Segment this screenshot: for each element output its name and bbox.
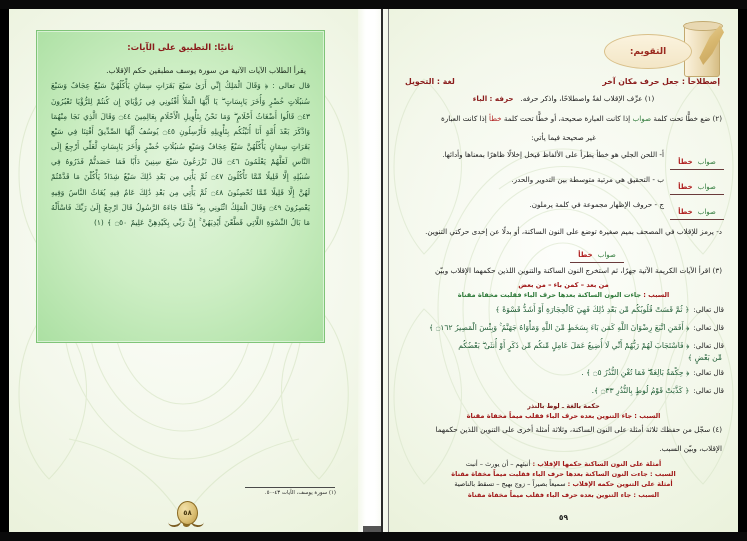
q1-harf-value: الباء <box>472 94 488 103</box>
istilah-label: إصطلاحاً : <box>681 77 720 86</box>
example-head: أمثلة على النون الساكنة حكمها الإقلاب : <box>532 459 662 468</box>
q2-text-b: إذا كانت العبارة صحيحة، أو خطًّا تحت كلمة <box>503 113 631 123</box>
ayah-label: قال تعالى: <box>693 305 724 314</box>
q2-sawab-word: صواب <box>632 113 652 123</box>
answer-khata[interactable]: خطأ <box>678 182 693 191</box>
ayah-row <box>403 385 724 398</box>
question-1 <box>405 93 722 106</box>
spine-bottom-tab <box>363 526 381 532</box>
true-false-text <box>403 149 664 161</box>
ayah-row <box>403 322 724 335</box>
item-label: ج - <box>654 199 664 209</box>
example-row <box>403 469 724 479</box>
q1-harf-label: حرفه : <box>489 94 514 103</box>
q3-hukm-answer: حكمة بالغة ـ لوط بالنذر <box>527 401 600 410</box>
q2-number: (٢) <box>712 113 722 123</box>
true-false-row <box>403 149 724 170</box>
ayah-continuation: مِّن بَعْضٍ ﴾ <box>687 352 722 362</box>
ayah-row <box>403 340 724 353</box>
taqweem-header-badge <box>576 21 726 79</box>
true-false-text <box>403 174 664 186</box>
verse-footnote-marker: (١) <box>94 217 104 227</box>
answer-sawab[interactable]: صواب <box>597 251 616 260</box>
example-head: السبب : جاء التنوين بعده حرف الباء فقلب ميماً مخفاة مقناة <box>467 490 660 499</box>
ayah-row <box>403 304 724 317</box>
item-body: يرمز للإقلاب في المصحف بميم صغيرة توضع على النون الساكنة، أو بدلًا عن إحدى حركتي التنوين. <box>425 226 714 236</box>
q4-examples <box>403 459 724 501</box>
taqweem-label: التقويم: <box>629 46 667 57</box>
top-black-band <box>0 0 747 9</box>
q3-sabab-2 <box>403 412 724 420</box>
q2-text-a: ضع خطًّا تحت كلمة <box>653 113 711 123</box>
question-4-line2: الإقلاب، وبيّن السبب. <box>659 444 722 454</box>
sabab-label: السبب : <box>643 290 670 299</box>
green-box-title: ثانيًا: التطبيق على الآيات: <box>127 43 234 53</box>
item-label: أ- <box>659 149 664 159</box>
item-label: ب - <box>652 174 664 184</box>
answer-choice-group[interactable] <box>670 174 724 195</box>
badge-oval <box>177 501 198 525</box>
example-row <box>403 479 724 489</box>
ayah-text: ﴿ كَذَّبَتْ قَوْمُ لُوطٍ بِالنُّذُرِ ۝٣٣ ﴾. <box>591 385 690 395</box>
true-false-row-4-text <box>405 226 722 239</box>
ayah-text: ﴿ فَاسْتَجَابَ لَهُمْ رَبُّهُمْ أَنِّي لَا أُضِيعُ عَمَلَ عَامِلٍ مِّنكُم مِّن ذَكَرٍ أَوْ أُنثَىٰ ۖ بَعْضُكُم <box>458 340 690 350</box>
q3-highlight-answers: من بعد – كمن باء – من بعض <box>518 280 609 289</box>
verse-body: ﴿ وَقَالَ الْمَلِكُ إِنِّي أَرَىٰ سَبْعَ بَقَرَاتٍ سِمَانٍ يَأْكُلُهُنَّ سَبْعٌ عِجَافٌ وَسَبْعَ سُنبُلَاتٍ خُضْرٍ وَأُخَرَ يَابِسَاتٍ ۖ يَا أَيُّهَا الْمَلَأُ أَفْتُونِي فِي رُؤْيَايَ إِن كُنتُمْ لِلرُّؤْيَا تَعْبُرُونَ ۝٤٣ قَالُوا أَضْغَاثُ أَحْلَامٍ ۖ وَمَا نَحْنُ بِتَأْوِيلِ الْأَحْلَامِ بِعَالِمِينَ ۝٤٤ وَقَالَ الَّذِي نَجَا مِنْهُمَا وَادَّكَرَ بَعْدَ أُمَّةٍ أَنَا أُنَبِّئُكُم بِتَأْوِيلِهِ فَأَرْسِلُونِ ۝٤٥ يُوسُفُ أَيُّهَا الصِّدِّيقُ أَفْتِنَا فِي سَبْعِ بَقَرَاتٍ سِمَانٍ يَأْكُلُهُنَّ سَبْعٌ عِجَافٌ وَسَبْعِ سُنبُلَاتٍ خُضْرٍ وَأُخَرَ يَابِسَاتٍ لَّعَلِّي أَرْجِعُ إِلَى النَّاسِ لَعَلَّهُمْ يَعْلَمُونَ ۝٤٦ قَالَ تَزْرَعُونَ سَبْعَ سِنِينَ دَأَبًا فَمَا حَصَدتُّمْ فَذَرُوهُ فِي سُنبُلِهِ إِلَّا قَلِيلًا مِّمَّا تَأْكُلُونَ ۝٤٧ ثُمَّ يَأْتِي مِن بَعْدِ ذَٰلِكَ سَبْعٌ شِدَادٌ يَأْكُلْنَ مَا قَدَّمْتُمْ لَهُنَّ إِلَّا قَلِيلًا مِّمَّا تُحْصِنُونَ ۝٤٨ ثُمَّ يَأْتِي مِن بَعْدِ ذَٰلِكَ عَامٌ فِيهِ يُغَاثُ النَّاسُ وَفِيهِ يَعْصِرُونَ ۝٤٩ وَقَالَ الْمَلِكُ ائْتُونِي بِهِ ۖ فَلَمَّا جَاءَهُ الرَّسُولُ قَالَ ارْجِعْ إِلَىٰ رَبِّكَ فَاسْأَلْهُ مَا بَالُ النِّسْوَةِ اللَّاتِي قَطَّعْنَ أَيْدِيَهُنَّ ۚ إِنَّ رَبِّي بِكَيْدِهِنَّ عَلِيمٌ ۝٥٠ ﴾ <box>51 81 311 227</box>
sabab-text: جاء التنوين بعده حرف الباء فقلب ميماً مخفاة مقناة <box>466 411 633 420</box>
answer-khata[interactable]: خطأ <box>578 251 593 260</box>
true-false-row <box>403 174 724 195</box>
item-body: اللحن الجلي هو خطأ يطرأ على الألفاظ فيخل إخلالًا ظاهرًا بمعناها وأدائها. <box>442 149 658 159</box>
footnote-divider <box>245 487 335 488</box>
true-false-text <box>403 199 664 211</box>
example-items: أنبئهم – أن يورث – أنبت <box>465 459 531 468</box>
sabab-label: السبب : <box>634 411 661 420</box>
true-false-row-4-answer <box>403 242 724 263</box>
left-page-number: ٥٨ <box>183 509 192 517</box>
answer-choice-group[interactable] <box>570 242 624 263</box>
item-body: التحقيق هي مرتبة متوسطة بين التدوير والحدر. <box>511 174 651 184</box>
ayah-label: قال تعالى: <box>693 368 724 377</box>
q3-number: (٣) <box>712 266 722 276</box>
left-page-number-badge <box>168 501 204 532</box>
question-3-text <box>405 265 722 278</box>
lugha-label: لغة : <box>436 77 455 86</box>
example-row <box>403 490 724 500</box>
item-body: حروف الإظهار مجموعة في كلمة يرملون. <box>529 199 653 209</box>
answer-sawab[interactable]: صواب <box>697 182 716 191</box>
ayah-text: ﴿ حِكْمَةٌ بَالِغَةٌ ۖ فَمَا تُغْنِ النُّذُرُ ۝٥ ﴾ . <box>581 367 690 377</box>
book-spine <box>358 9 389 532</box>
q2-text-c: إذا كانت العبارة <box>441 113 487 123</box>
green-application-box <box>36 30 325 343</box>
ayah-label: قال تعالى: <box>693 386 724 395</box>
ayah-row <box>403 367 724 380</box>
spine-divider-line <box>381 9 383 532</box>
footnote-text: (١) سورة يوسف، الآيات ٤٣-٥٠. <box>264 490 336 496</box>
right-page <box>388 9 738 532</box>
item-label: د- <box>716 226 722 236</box>
istilah-value: جعل حرف مكان آخر <box>602 77 680 86</box>
true-false-row <box>403 199 724 220</box>
verse-intro-label: قال تعالى : <box>272 81 310 91</box>
definition-lugha <box>405 77 455 86</box>
q2-khata-word: خطأ <box>489 113 502 123</box>
answer-khata[interactable]: خطأ <box>678 157 693 166</box>
q3-body: اقرأ الآيات الكريمة الآتية جهرًا، ثم استخرج النون الساكنة والتنوين اللذين حكمهما الإقلاب وبيّن <box>435 266 711 276</box>
true-false-list <box>403 149 724 264</box>
taqweem-oval <box>604 34 692 69</box>
answer-choice-group[interactable] <box>670 149 724 170</box>
right-page-content <box>389 9 738 532</box>
answer-khata[interactable]: خطأ <box>678 207 693 216</box>
q4-number: (٤) <box>712 424 722 434</box>
right-page-number: ٥٩ <box>558 513 569 522</box>
ayah-label: قال تعالى: <box>693 323 724 332</box>
example-row <box>403 459 724 469</box>
question-4-line1 <box>405 424 722 437</box>
lugha-value: التحويل <box>405 77 435 86</box>
q1-number: (١) <box>644 94 655 103</box>
ayah-text: ﴿ ثُمَّ قَسَتْ قُلُوبُكُم مِّن بَعْدِ ذَٰلِكَ فَهِيَ كَالْحِجَارَةِ أَوْ أَشَدُّ قَسْوَةً ﴾ <box>495 304 690 314</box>
green-box-verse <box>51 78 310 230</box>
q1-text: عرِّف الإقلاب لغةً واصطلاحًا، واذكر حرفه. <box>520 94 643 103</box>
example-head: السبب : جاءت النون الساكنة بعدها حرف الباء فقلبت ميماً مخفاة مقناة <box>451 470 676 479</box>
q4-body: سجّل من حفظك ثلاثة أمثلة على النون الساكنة، وثلاثة أمثلة أخرى على التنوين اللذين حكمهما <box>435 424 711 434</box>
sabab-text: جاءت النون الساكنة بعدها حرف الباء فقلبت مخفاة مقناة <box>457 290 642 299</box>
example-items: سميعاً بصيراً – زوج بهيج – تسقط بالناصية <box>454 480 566 489</box>
answer-choice-group[interactable] <box>670 199 724 220</box>
ayah-label: قال تعالى: <box>693 341 724 350</box>
left-page <box>9 9 359 532</box>
answer-sawab[interactable]: صواب <box>697 207 716 216</box>
ayah-text: ﴿ أَفَمَنِ اتَّبَعَ رِضْوَانَ اللَّهِ كَمَن بَاءَ بِسَخَطٍ مِّنَ اللَّهِ وَمَأْوَاهُ جَهَنَّمُ ۚ وَبِئْسَ الْمَصِيرُ ۝١٦٢ ﴾ <box>428 322 690 332</box>
question-2-line2: غير صحيحة فيما يأتي: <box>531 133 596 143</box>
answer-sawab[interactable]: صواب <box>697 157 716 166</box>
question-2-line1 <box>405 113 722 126</box>
q3-sabab-1 <box>403 291 724 299</box>
green-box-lead: يقرأ الطلاب الآيات الآتية من سورة يوسف مطبقين حكم الإقلاب. <box>106 66 306 75</box>
bottom-black-band <box>0 532 747 541</box>
example-head: أمثلة على التنوين حكمه الإقلاب : <box>567 480 673 489</box>
